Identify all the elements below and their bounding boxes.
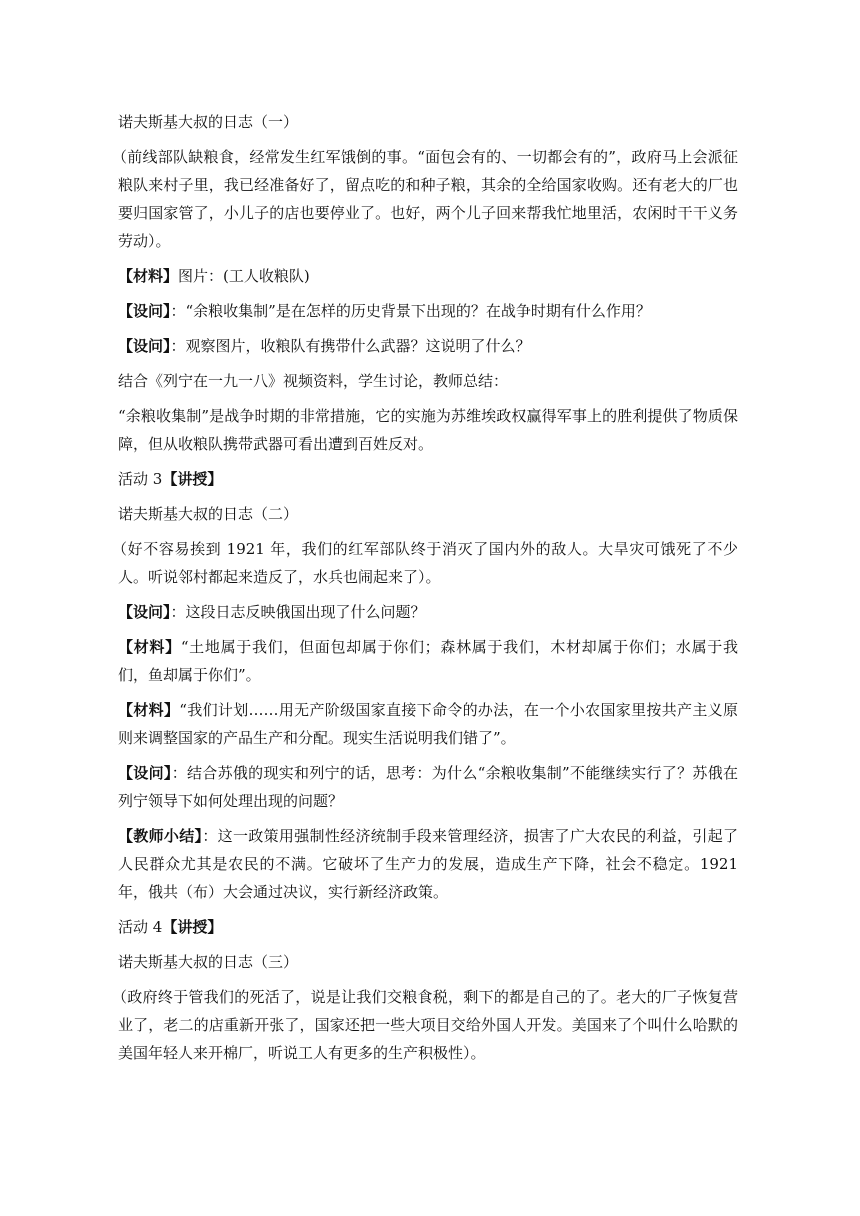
paragraph [118,465,738,493]
paragraph-text: “我们计划……用无产阶级国家直接下命令的办法，在一个小农国家里按共产主义原则来调整国家的产品生产和分配。现实生活说明我们错了”。 [118,701,738,747]
paragraph-text: 诺夫斯基大叔的日志（三） [118,953,299,971]
paragraph [118,332,738,360]
paragraph [118,759,738,815]
paragraph-text: （前线部队缺粮食，经常发生红军饿倒的事。“面包会有的、一切都会有的”，政府马上会派征粮队来村子里，我已经准备好了，留点吃的和种子粮，其余的全给国家收购。还有老大的厂也要归国家管了，小儿子的店也要停业了。也好，两个儿子回来帮我忙地里活，农闲时干干义务劳动）。 [112,148,738,250]
paragraph [118,108,738,136]
paragraph [112,143,738,255]
paragraph-text: ：这一政策用强制性经济统制手段来管理经济，损害了广大农民的利益，引起了人民群众尤其是农民的不满。它破坏了生产力的发展，造成生产下降，社会不稳定。1921 年，俄共（布）大会通过决议，实行新经济政策。 [118,827,738,901]
paragraph-text: 活动 3 [118,470,163,488]
bold-label: 【材料】 [118,701,180,719]
paragraph-text: 诺夫斯基大叔的日志（一） [118,113,299,131]
paragraph-text: “余粮收集制”是战争时期的非常措施，它的实施为苏维埃政权赢得军事上的胜利提供了物质保障，但从收粮队携带武器可看出遭到百姓反对。 [118,407,738,453]
paragraph [118,402,738,458]
bold-label: 【材料】 [118,638,181,656]
bold-label: 【材料】 [118,267,179,285]
paragraph [118,367,738,395]
paragraph-text: ：“余粮收集制”是在怎样的历史背景下出现的？在战争时期有什么作用？ [170,302,651,320]
bold-label: 【教师小结】 [118,827,203,845]
bold-label: 【讲授】 [162,918,223,936]
paragraph [118,913,738,941]
paragraph-text: 诺夫斯基大叔的日志（二） [118,505,299,523]
paragraph-text: “土地属于我们，但面包却属于你们；森林属于我们，木材却属于你们；水属于我们，鱼却属于你们”。 [118,638,738,684]
paragraph-text: 图片：(工人收粮队) [178,267,310,285]
paragraph [118,822,738,906]
bold-label: 【设问】 [118,603,171,621]
paragraph [118,262,738,290]
paragraph-text: ：观察图片，收粮队有携带什么武器？这说明了什么？ [170,337,531,355]
paragraph [118,948,738,976]
document-body [112,108,738,1074]
paragraph [112,535,738,591]
paragraph [112,983,738,1067]
paragraph-text: （好不容易挨到 1921 年，我们的红军部队终于消灭了国内外的敌人。大旱灾可饿死了不少人。听说邻村都起来造反了，水兵也闹起来了）。 [112,540,738,586]
paragraph [118,297,738,325]
bold-label: 【设问】 [118,302,171,320]
paragraph-text: 结合《列宁在一九一八》视频资料，学生讨论，教师总结： [118,372,509,390]
paragraph-text: （政府终于管我们的死活了，说是让我们交粮食税，剩下的都是自己的了。老大的厂子恢复营业了，老二的店重新开张了，国家还把一些大项目交给外国人开发。美国来了个叫什么哈默的美国年轻人来开棉厂，听说工人有更多的生产积极性）。 [112,988,738,1062]
bold-label: 【讲授】 [162,470,223,488]
paragraph-text: ：这段日志反映俄国出现了什么问题？ [170,603,426,621]
paragraph [118,633,738,689]
paragraph-text: ：结合苏俄的现实和列宁的话，思考：为什么“余粮收集制”不能继续实行了？苏俄在列宁领导下如何处理出现的问题？ [118,764,738,810]
paragraph [118,500,738,528]
paragraph-text: 活动 4 [118,918,163,936]
bold-label: 【设问】 [118,337,171,355]
paragraph [118,696,738,752]
paragraph [118,598,738,626]
bold-label: 【设问】 [118,764,172,782]
